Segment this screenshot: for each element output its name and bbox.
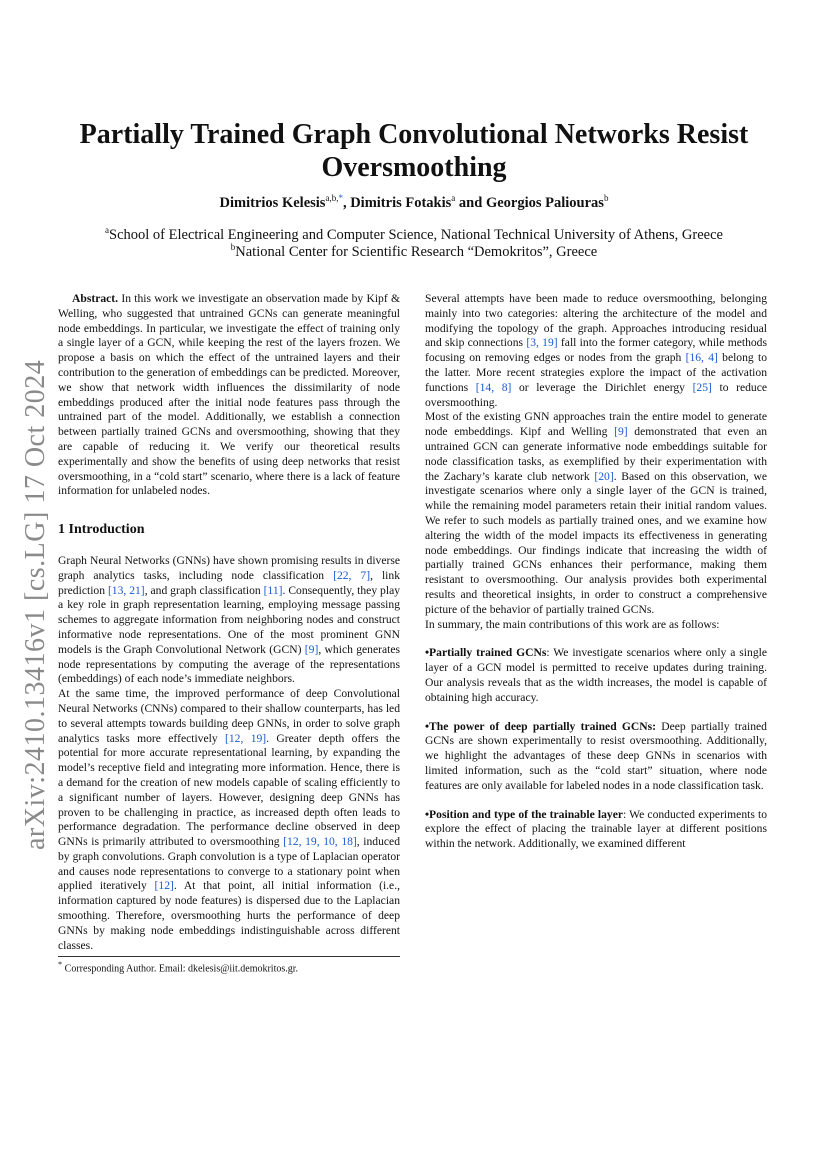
citation-link[interactable]: [11] [263,583,283,597]
footnote [58,960,400,974]
arxiv-identifier: arXiv:2410.13416v1 [cs.LG] 17 Oct 2024 [20,359,51,850]
contribution-bullet [425,646,767,705]
intro-paragraph-4 [425,410,767,617]
author-name: Georgios Paliouras [485,194,604,211]
abstract [58,292,400,499]
paragraph-text: , link prediction [58,568,400,597]
paragraph-text: At the same time, the improved performance of deep Convolutional Neural Networks (CNNs) compared to their shallow counterparts, has led to several attempts towards building deep GNNs, in order to solve graph analytics tasks more effectively [58,687,400,745]
paragraph-text: , which generates node representations by computing the average of the representations (embeddings) of each node’s immediate neighbors. [58,642,400,686]
bullet-label: •Partially trained GCNs [425,646,547,660]
paragraph-text: Most of the existing GNN approaches train the entire model to generate node embeddings. Kipf and Welling [425,410,767,439]
footnote-divider [58,956,400,957]
paragraph-text: , and graph classification [144,583,264,597]
affiliation-mark: a [105,225,110,235]
author-name: Dimitrios Kelesis [219,194,326,211]
paragraph-text: . Based on this observation, we investigate scenarios where only a single layer of the GCN is trained, while the remaining model parameters retain their initial random values. We refer to such models as partially trained ones, and we examine how altering the width of the model impacts its effectiveness in generating node embeddings. Our findings indicate that increasing the width of partially trained GCNs enhances their performance, making them resistant to oversmoothing. Our analysis provides both experimental results and theoretical insights, in order to construct a comprehensive picture of the behavior of partially trained GCNs. [425,469,767,616]
corresponding-author-link[interactable]: * [338,193,343,203]
citation-link[interactable]: [12] [154,879,174,893]
citation-link[interactable]: [13, 21] [107,583,145,597]
paragraph-text: belong to the latter. More recent strategies explore the impact of the activation functions [425,351,767,394]
affiliation-text: National Center for Scientific Research “Demokritos”, Greece [235,243,598,260]
section-heading-introduction: 1 Introduction [58,522,145,538]
paragraph-text: . Consequently, they play a key role in graph representation learning, employing message passing schemes to aggregate information from neighboring nodes and construct informative node representations. One of the most prominent GNN models is the Graph Convolutional Network (GCN) [58,583,401,656]
paragraph-text: fall into the former category, while methods focusing on removing edges or nodes from the graph [425,336,767,365]
citation-link[interactable]: [14, 8] [475,380,512,394]
citation-link[interactable]: [25] [692,380,712,394]
left-column [58,292,400,953]
right-column [425,292,767,852]
affiliation-mark: b [230,242,236,252]
citation-link[interactable]: [20] [594,469,614,483]
citation-link[interactable]: [22, 7] [333,568,371,582]
footnote-text: Corresponding Author. Email: dkelesis@iit.demokritos.gr. [64,963,299,975]
author-separator: and [455,194,486,211]
bullet-label: •The power of deep partially trained GCNs: [425,719,657,733]
author-affiliation-mark: a [451,193,456,203]
paragraph-text: . At that point, all initial information (i.e., information captured by node features) is dispersed due to the Laplacian smoothing. Therefore, oversmoothing hurts the performance of deep GNNs by making node embeddings indistinguishable across different classes. [58,879,401,952]
citation-link[interactable]: [16, 4] [685,351,718,365]
author-name: Dimitris Fotakis [350,194,452,211]
author-separator: , [342,194,351,211]
citation-link[interactable]: [9] [614,425,628,439]
citation-link[interactable]: [12, 19, 10, 18] [283,835,357,849]
intro-paragraph-1 [58,554,400,687]
abstract-text: In this work we investigate an observation made by Kipf & Welling, who suggested that untrained GCNs can generate meaningful node embeddings. In particular, we investigate the effect of training only a single layer of a GCN, while keeping the rest of the layers frozen. We propose a basis on which the effect of the untrained layers and their contribution to the generation of embeddings can be predicted. Moreover, we show that network width influences the dissimilarity of node embeddings produced after the initial node features pass through the untrained part of the model. Additionally, we establish a connection between partially trained GCNs and oversmoothing, showing that they are capable of reducing it. We verify our theoretical results experimentally and show the benefits of using deep networks that resist oversmoothing, in a “cold start” scenario, where there is a lack of feature information for unlabeled nodes. [58,292,401,498]
affiliation-text: School of Electrical Engineering and Computer Science, National Technical University of Athens, Greece [109,226,723,243]
citation-link[interactable]: [9] [304,642,319,656]
footnote-mark: * [58,960,63,969]
paragraph-text: , induced by graph convolutions. Graph convolution is a type of Laplacian operator and causes node representations to converge to a stationary point when applied iteratively [58,835,400,893]
contribution-bullet [425,720,767,794]
author-list [40,193,788,212]
author-affiliation-mark: a,b, [325,193,339,203]
paragraph-text: or leverage the Dirichlet energy [511,380,693,394]
bullet-text: : We conducted experiments to explore the effect of placing the trainable layer at different positions within the network. Additionally, we examined different [425,807,767,851]
contribution-bullet [425,808,767,852]
paragraph-text: . Greater depth offers the potential for more accurate representational learning, by expanding the model’s receptive field and integrating more information. Hence, there is a demand for the creation of new models capable of scaling efficiently to a significant number of layers. However, designing deep GNNs has proven to be challenging in practice, as increased depth often leads to performance degradation. The performance decline observed in deep GNNs is primarily attributed to oversmoothing [58,731,400,849]
paragraph-text: Several attempts have been made to reduce oversmoothing, belonging mainly into two categories: altering the architecture of the model and modifying the topology of the graph. Approaches introducing residual and skip connections [425,292,767,350]
affiliation-a [40,225,788,244]
author-affiliation-mark: b [603,193,609,203]
intro-paragraph-5: In summary, the main contributions of this work are as follows: [425,617,720,631]
abstract-label: Abstract. [72,292,119,305]
citation-link[interactable]: [3, 19] [526,336,558,350]
intro-paragraph-3 [425,292,767,410]
bullet-label: •Position and type of the trainable layer [425,807,623,821]
paragraph-text: to reduce oversmoothing. [425,380,767,409]
paragraph-text: Graph Neural Networks (GNNs) have shown promising results in diverse graph analytics tasks, including node classification [58,553,400,582]
affiliation-b [40,242,788,261]
paper-title: Partially Trained Graph Convolutional Networks Resist Oversmoothing [79,119,749,183]
bullet-text: : We investigate scenarios where only a single layer of a GCN model is permitted to receive updates during training. Our analysis reveals that as the width increases, the model is capable of obtaining high accuracy. [425,646,767,704]
bullet-text: Deep partially trained GCNs are shown experimentally to resist oversmoothing. Additionally, we highlight the advantages of these deep GNNs in scenarios with limited information, such as the “cold start” situation, where node features are only available for labeled nodes in a node classification task. [425,719,767,792]
paragraph-text: demonstrated that even an untrained GCN can generate informative node embeddings suitable for node classification tasks, as exemplified by their experimentation with the Zachary’s karate club network [425,425,768,483]
intro-paragraph-2 [58,687,400,953]
citation-link[interactable]: [12, 19] [225,731,267,745]
